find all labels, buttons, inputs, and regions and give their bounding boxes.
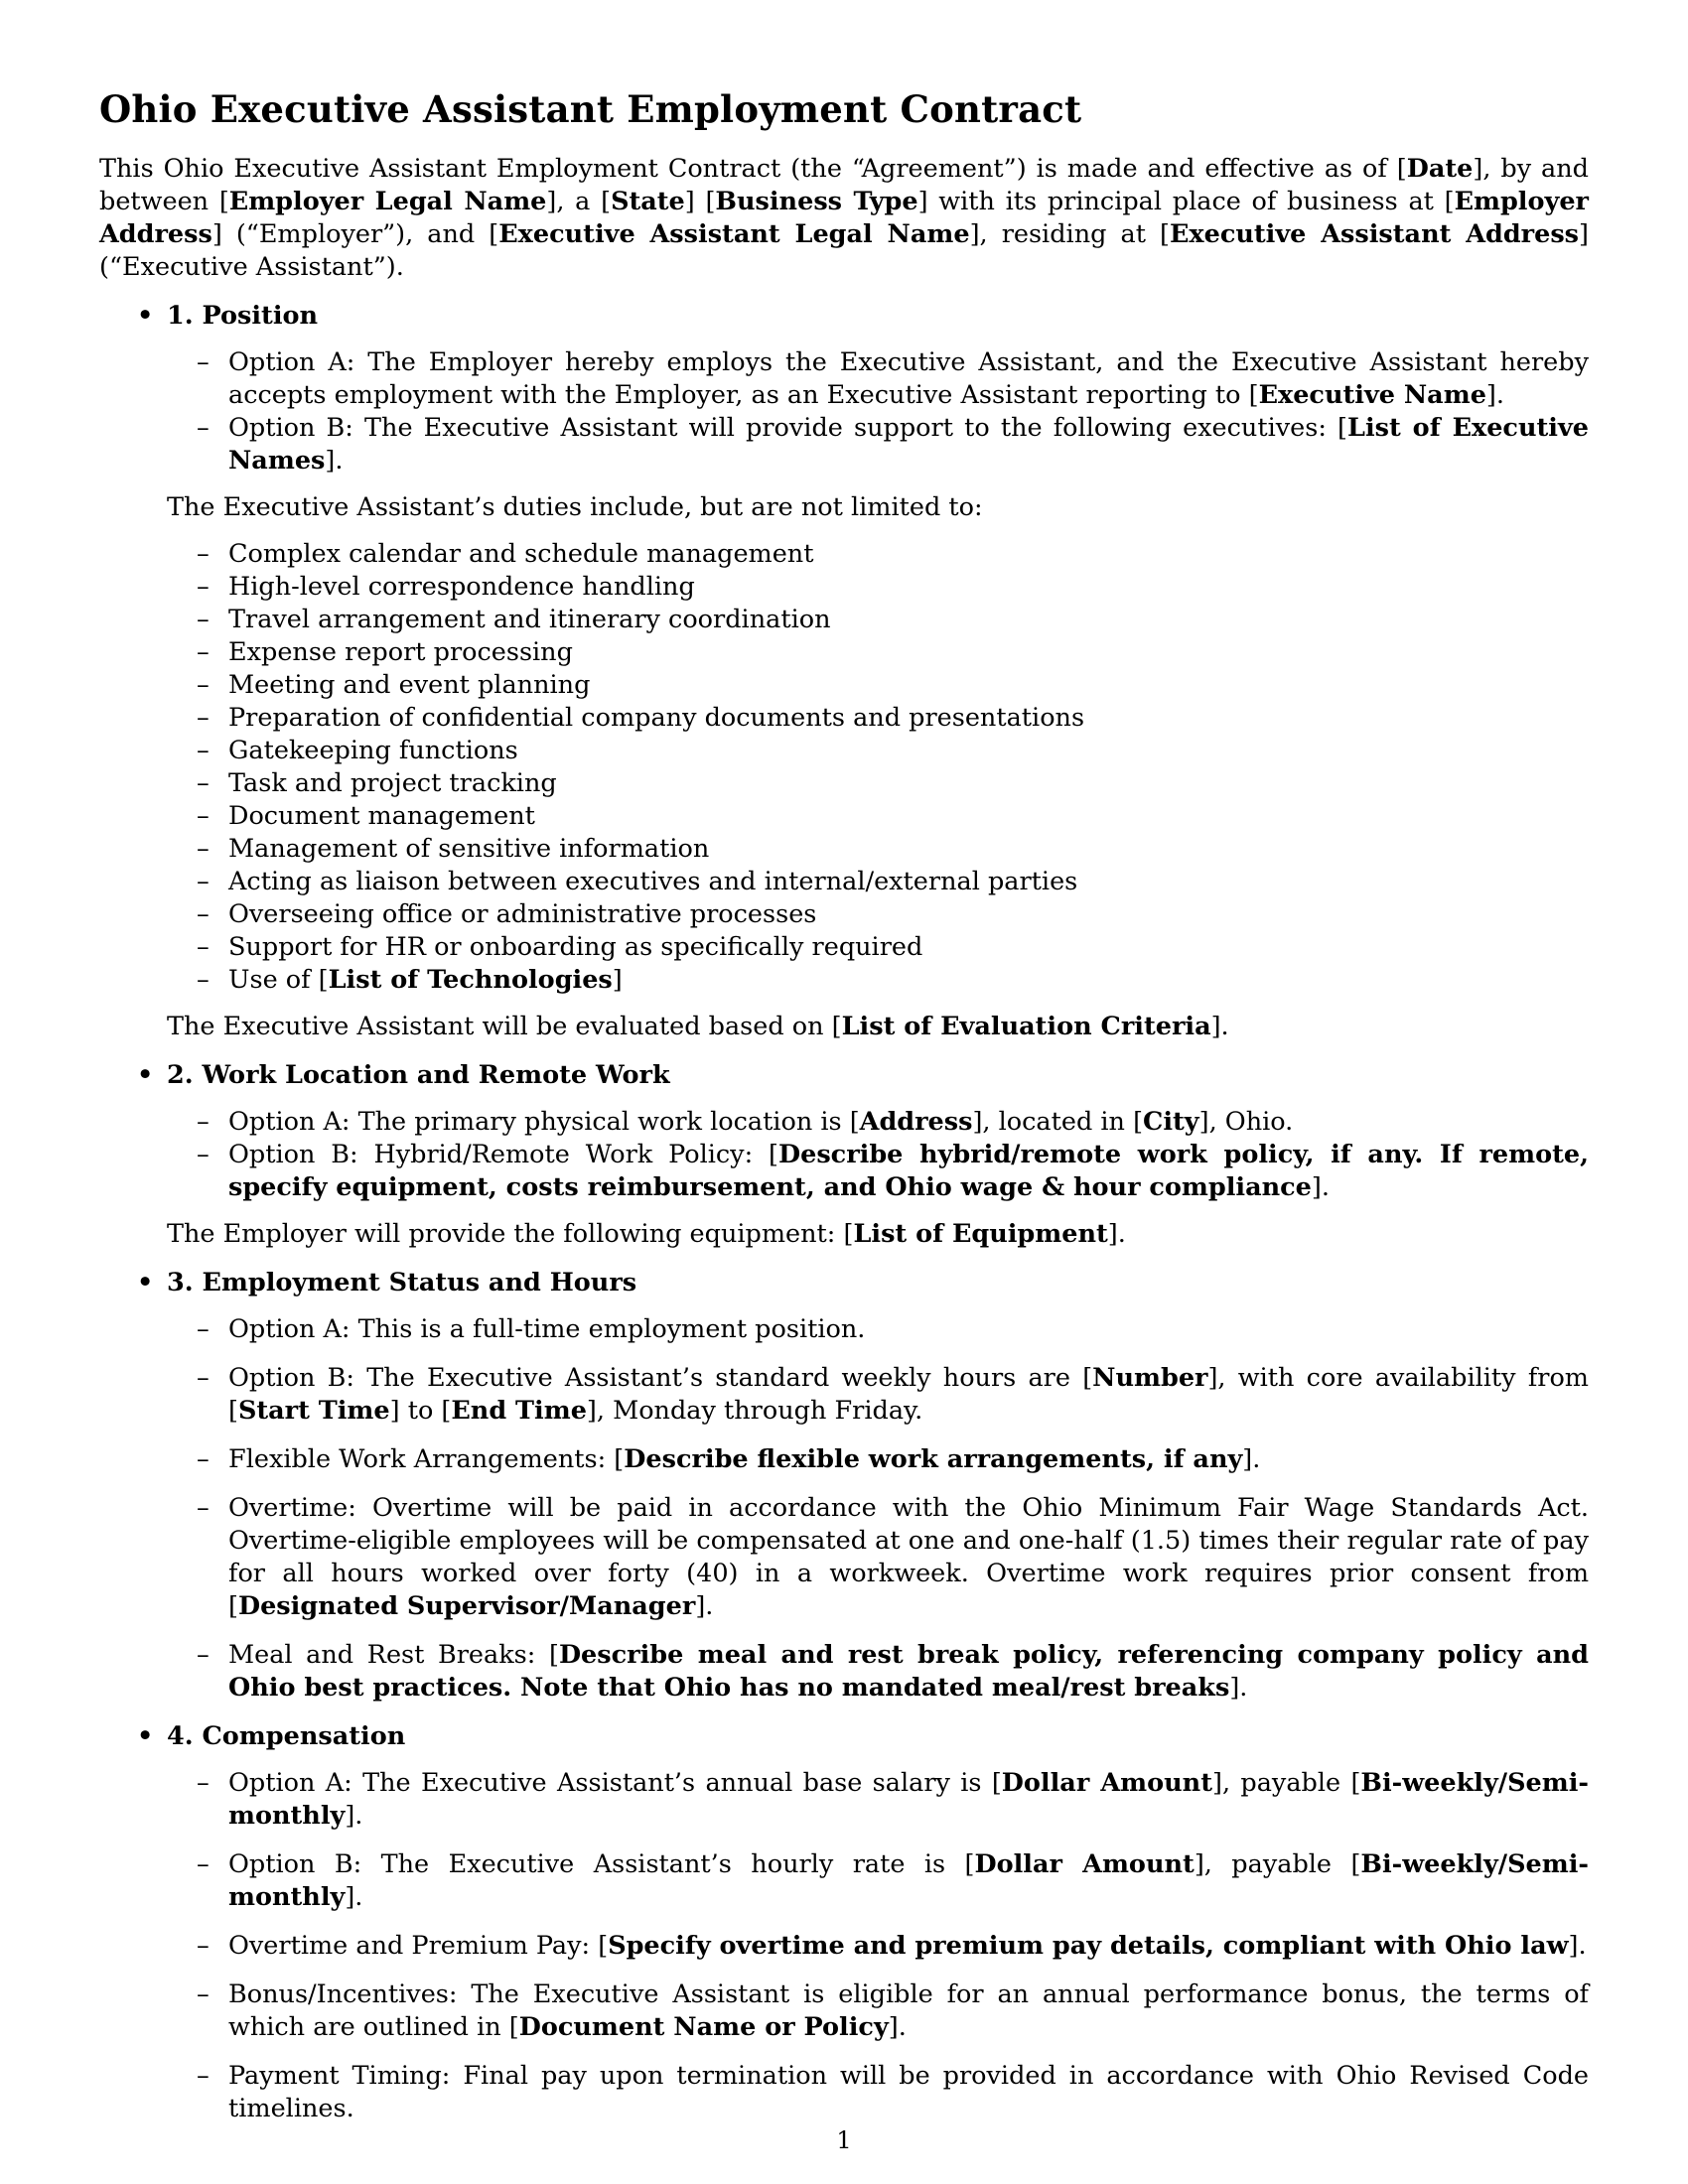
section-work-location: [99, 1059, 1589, 1251]
ea-address-placeholder: Executive Assistant Address: [1169, 219, 1580, 249]
bullet-icon: •: [137, 301, 154, 331]
bullet-icon: •: [137, 1268, 154, 1297]
list-item: – Option A: This is a full-time employment position.: [197, 1314, 866, 1344]
list-item: – Option A: The Executive Assistant’s annual base salary is [Dollar Amount], payable [Bi-weekly/Semi-monthly].: [197, 1768, 1589, 1831]
hours-options: [167, 1313, 1589, 1705]
list-item: – Acting as liaison between executives and internal/external parties: [197, 867, 1078, 896]
page-number: 1: [836, 2126, 852, 2154]
compensation-options: [167, 1767, 1589, 2125]
list-item: – Bonus/Incentives: The Executive Assistant is eligible for an annual performance bonus, the terms of which are outlined in [Document Name or Policy].: [197, 1979, 1589, 2042]
equipment-paragraph: The Employer will provide the following equipment: [List of Equipment].: [167, 1219, 1126, 1249]
bullet-icon: •: [137, 1060, 154, 1090]
intro-paragraph: This Ohio Executive Assistant Employment Contract (the “Agreement”) is made and effective as of [Date], by and between [Employer Legal Name], a [State] [Business Type] with its principal place of business at [Employer Address] (“Employer”), and [Executive Assistant Legal Name], residing at [Executive Assistant Address] (“Executive Assistant”).: [99, 154, 1589, 282]
state-placeholder: State: [611, 187, 685, 216]
list-item: – Flexible Work Arrangements: [Describe flexible work arrangements, if any].: [197, 1444, 1261, 1474]
list-item: – Option A: The primary physical work location is [Address], located in [City], Ohio.: [197, 1107, 1294, 1137]
list-item: – Option B: The Executive Assistant will provide support to the following executives: [List of Executive Names].: [197, 413, 1590, 476]
list-item: – Use of [List of Technologies]: [197, 965, 623, 995]
ea-name-placeholder: Executive Assistant Legal Name: [498, 219, 970, 249]
section-heading: 1. Position: [167, 301, 319, 331]
list-item: – Payment Timing: Final pay upon termination will be provided in accordance with Ohio Revised Code timelines.: [197, 2061, 1589, 2123]
list-item: – Management of sensitive information: [197, 834, 710, 864]
evaluation-paragraph: The Executive Assistant will be evaluated based on [List of Evaluation Criteria].: [167, 1012, 1229, 1041]
duties-list: [167, 538, 1589, 997]
list-item: – Option B: Hybrid/Remote Work Policy: [Describe hybrid/remote work policy, if any. If remote, specify equipment, costs reimbursement, and Ohio wage & hour compliance].: [197, 1140, 1589, 1202]
list-item: – Complex calendar and schedule management: [197, 539, 814, 569]
employer-name-placeholder: Employer Legal Name: [228, 187, 547, 216]
list-item: – Overseeing office or administrative processes: [197, 899, 817, 929]
list-item: – High-level correspondence handling: [197, 572, 695, 602]
list-item: – Travel arrangement and itinerary coordination: [197, 605, 831, 634]
list-item: – Support for HR or onboarding as specifically required: [197, 932, 923, 962]
position-options: [167, 346, 1589, 478]
list-item: – Meal and Rest Breaks: [Describe meal and rest break policy, referencing company policy and Ohio best practices. Note that Ohio has no mandated meal/rest breaks].: [197, 1640, 1589, 1703]
location-options: [167, 1106, 1589, 1204]
document-page: [99, 87, 1589, 2139]
section-employment-status: [99, 1267, 1589, 1705]
list-item: – Task and project tracking: [197, 768, 557, 798]
duties-intro: The Executive Assistant’s duties include, but are not limited to:: [167, 492, 983, 522]
dash-icon: –: [197, 413, 210, 443]
employer-address-placeholder: Employer Address: [99, 187, 1589, 249]
document-title: Ohio Executive Assistant Employment Contract: [99, 87, 1082, 131]
list-item: – Preparation of confidential company documents and presentations: [197, 703, 1085, 733]
list-item: – Option B: The Executive Assistant’s hourly rate is [Dollar Amount], payable [Bi-weekly/Semi-monthly].: [197, 1849, 1590, 1912]
list-item: – Option A: The Employer hereby employs the Executive Assistant, and the Executive Assistant hereby accepts employment with the Employer, as an Executive Assistant reporting to [Executive Name].: [197, 347, 1589, 410]
list-item: – Meeting and event planning: [197, 670, 591, 700]
list-item: – Overtime: Overtime will be paid in accordance with the Ohio Minimum Fair Wage Standards Act. Overtime-eligible employees will be compensated at one and one-half (1.5) times their regular rate of pay for all hours worked over forty (40) in a workweek. Overtime work requires prior consent from [Designated Supervisor/Manager].: [197, 1493, 1589, 1621]
list-item: – Document management: [197, 801, 535, 831]
dash-icon: –: [197, 347, 210, 377]
section-heading: 2. Work Location and Remote Work: [167, 1060, 670, 1090]
section-heading: 3. Employment Status and Hours: [167, 1268, 637, 1297]
list-item: – Gatekeeping functions: [197, 736, 518, 765]
list-item: – Option B: The Executive Assistant’s standard weekly hours are [Number], with core availability from [Start Time] to [End Time], Monday through Friday.: [197, 1363, 1589, 1426]
list-item: – Expense report processing: [197, 637, 573, 667]
section-heading: 4. Compensation: [167, 1721, 406, 1751]
date-placeholder: Date: [1406, 154, 1474, 184]
bullet-icon: •: [137, 1721, 154, 1751]
section-position: [99, 300, 1589, 1043]
business-type-placeholder: Business Type: [715, 187, 918, 216]
list-item: – Overtime and Premium Pay: [Specify overtime and premium pay details, compliant with Ohio law].: [197, 1931, 1587, 1961]
section-compensation: [99, 1720, 1589, 2125]
